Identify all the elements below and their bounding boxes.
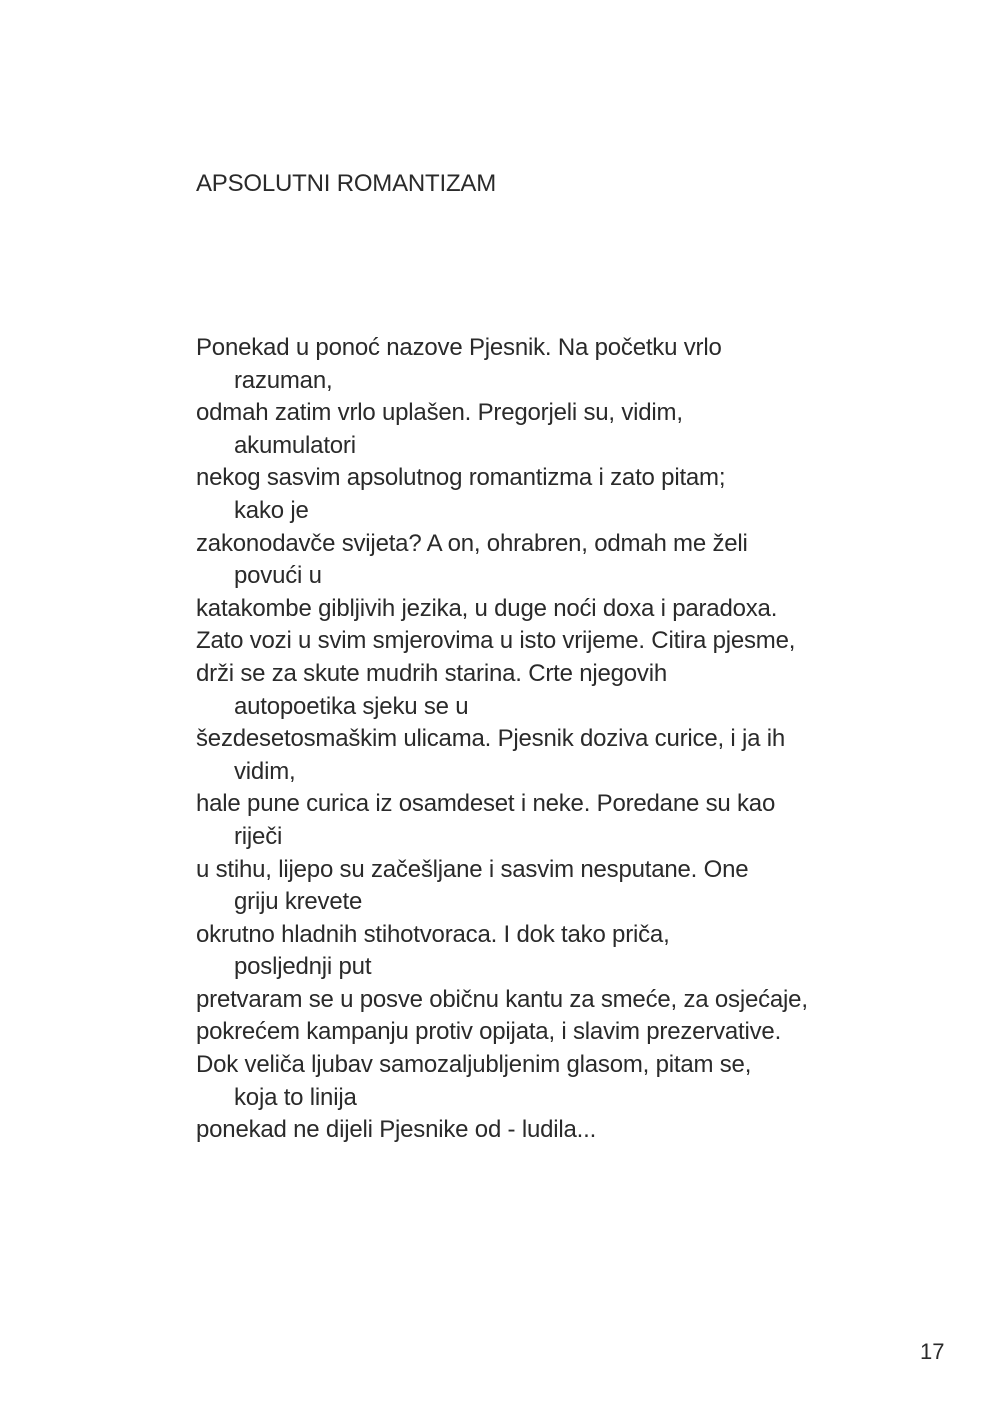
poem-line: Ponekad u ponoć nazove Pjesnik. Na početku vrlo: [196, 334, 722, 361]
poem-line: u stihu, lijepo su začešljane i sasvim nesputane. One: [196, 855, 749, 883]
poem-line: ponekad ne dijeli Pjesnike od - ludila...: [196, 1116, 597, 1144]
poem-line: katakombe gibljivih jezika, u duge noći doxa i paradoxa.: [196, 594, 778, 622]
poem-line: odmah zatim vrlo uplašen. Pregorjeli su, vidim,: [196, 399, 683, 427]
poem-line: kako je: [234, 496, 309, 524]
poem-line: koja to linija: [234, 1083, 357, 1111]
poem-line: autopoetika sjeku se u: [234, 692, 469, 720]
poem-line: riječi: [234, 822, 283, 850]
poem-line: posljednji put: [234, 953, 372, 981]
poem-line: pokrećem kampanju protiv opijata, i slavim prezervative.: [196, 1018, 782, 1046]
poem-line: šezdesetosmaškim ulicama. Pjesnik doziva curice, i ja ih: [196, 725, 786, 753]
poem-line: povući u: [234, 562, 322, 590]
poem-line: nekog sasvim apsolutnog romantizma i zato pitam;: [196, 464, 726, 492]
poem-line: Dok veliča ljubav samozaljubljenim glasom, pitam se,: [196, 1051, 752, 1079]
poem-line: pretvaram se u posve običnu kantu za smeće, za osjećaje,: [196, 985, 808, 1013]
poem-line: hale pune curica iz osamdeset i neke. Poredane su kao: [196, 790, 776, 818]
poem-line: akumulatori: [234, 431, 356, 459]
poem-line: vidim,: [234, 757, 296, 785]
poem-line: razuman,: [234, 366, 333, 394]
poem-line: zakonodavče svijeta? A on, ohrabren, odmah me želi: [196, 529, 748, 557]
poem-body: [196, 332, 936, 1147]
poem-title: APSOLUTNI ROMANTIZAM: [196, 170, 497, 197]
poem-line: drži se za skute mudrih starina. Crte njegovih: [196, 659, 668, 687]
poem-line: griju krevete: [234, 888, 363, 916]
poem-line: Zato vozi u svim smjerovima u isto vrijeme. Citira pjesme,: [196, 627, 796, 655]
page-number: 17: [920, 1339, 945, 1364]
poem-line: okrutno hladnih stihotvoraca. I dok tako priča,: [196, 920, 670, 948]
